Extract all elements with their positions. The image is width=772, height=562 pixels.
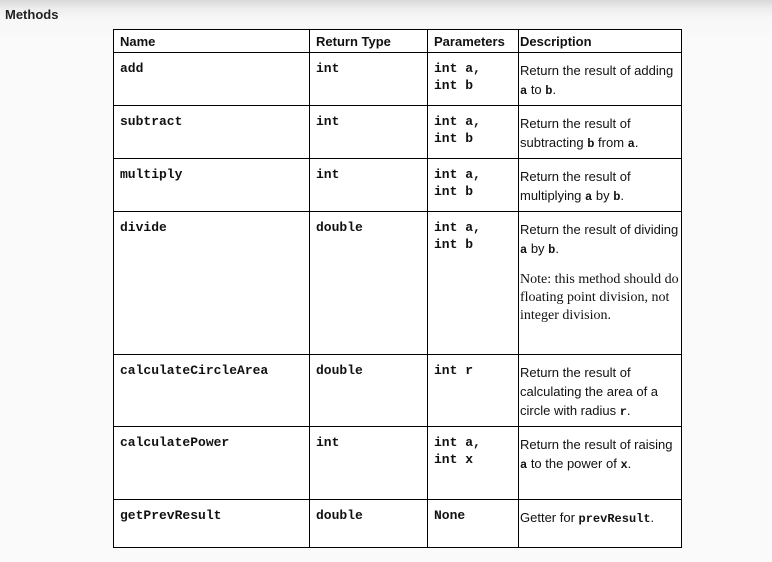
param: int a, bbox=[434, 435, 481, 450]
description-note: Note: this method should do floating point division, not integer division. bbox=[520, 272, 679, 323]
section-heading: Methods bbox=[5, 7, 59, 22]
method-name: multiply bbox=[114, 159, 310, 212]
description: Return the result of subtracting b from a. bbox=[519, 106, 682, 159]
column-header-name: Name bbox=[114, 30, 310, 53]
return-type: double bbox=[310, 212, 428, 355]
parameters bbox=[428, 53, 519, 106]
description: Return the result of adding a to b. bbox=[519, 53, 682, 106]
description: Return the result of multiplying a by b. bbox=[519, 159, 682, 212]
return-type: int bbox=[310, 427, 428, 500]
method-name: calculateCircleArea bbox=[114, 355, 310, 427]
column-header-parameters: Parameters bbox=[428, 30, 519, 53]
param: int b bbox=[434, 131, 474, 146]
param: int r bbox=[434, 363, 474, 378]
table-row bbox=[114, 427, 682, 500]
parameters bbox=[428, 212, 519, 355]
parameters bbox=[428, 159, 519, 212]
param: int b bbox=[434, 237, 474, 252]
param: int b bbox=[434, 184, 474, 199]
methods-table bbox=[113, 29, 682, 548]
method-name: divide bbox=[114, 212, 310, 355]
return-type: int bbox=[310, 106, 428, 159]
param: int a, bbox=[434, 220, 481, 235]
return-type: int bbox=[310, 53, 428, 106]
param: int a, bbox=[434, 167, 481, 182]
description: Return the result of dividing a by b. Note: this method should do floating point division, not integer division. bbox=[519, 212, 682, 355]
description: Getter for prevResult. bbox=[519, 500, 682, 548]
table-row bbox=[114, 355, 682, 427]
table-row bbox=[114, 500, 682, 548]
parameters bbox=[428, 500, 519, 548]
param: int x bbox=[434, 452, 474, 467]
param: int b bbox=[434, 78, 474, 93]
table-header-row bbox=[114, 30, 682, 53]
method-name: subtract bbox=[114, 106, 310, 159]
param: int a, bbox=[434, 61, 481, 76]
table-row bbox=[114, 159, 682, 212]
method-name: add bbox=[114, 53, 310, 106]
parameters bbox=[428, 106, 519, 159]
description: Return the result of calculating the area of a circle with radius r. bbox=[519, 355, 682, 427]
return-type: int bbox=[310, 159, 428, 212]
parameters bbox=[428, 355, 519, 427]
description: Return the result of raising a to the power of x. bbox=[519, 427, 682, 500]
param: int a, bbox=[434, 114, 481, 129]
method-name: calculatePower bbox=[114, 427, 310, 500]
return-type: double bbox=[310, 355, 428, 427]
return-type: double bbox=[310, 500, 428, 548]
table-row bbox=[114, 53, 682, 106]
parameters bbox=[428, 427, 519, 500]
param: None bbox=[434, 508, 466, 523]
column-header-return-type: Return Type bbox=[310, 30, 428, 53]
table-row bbox=[114, 212, 682, 355]
column-header-description: Description bbox=[519, 30, 682, 53]
table-row bbox=[114, 106, 682, 159]
method-name: getPrevResult bbox=[114, 500, 310, 548]
